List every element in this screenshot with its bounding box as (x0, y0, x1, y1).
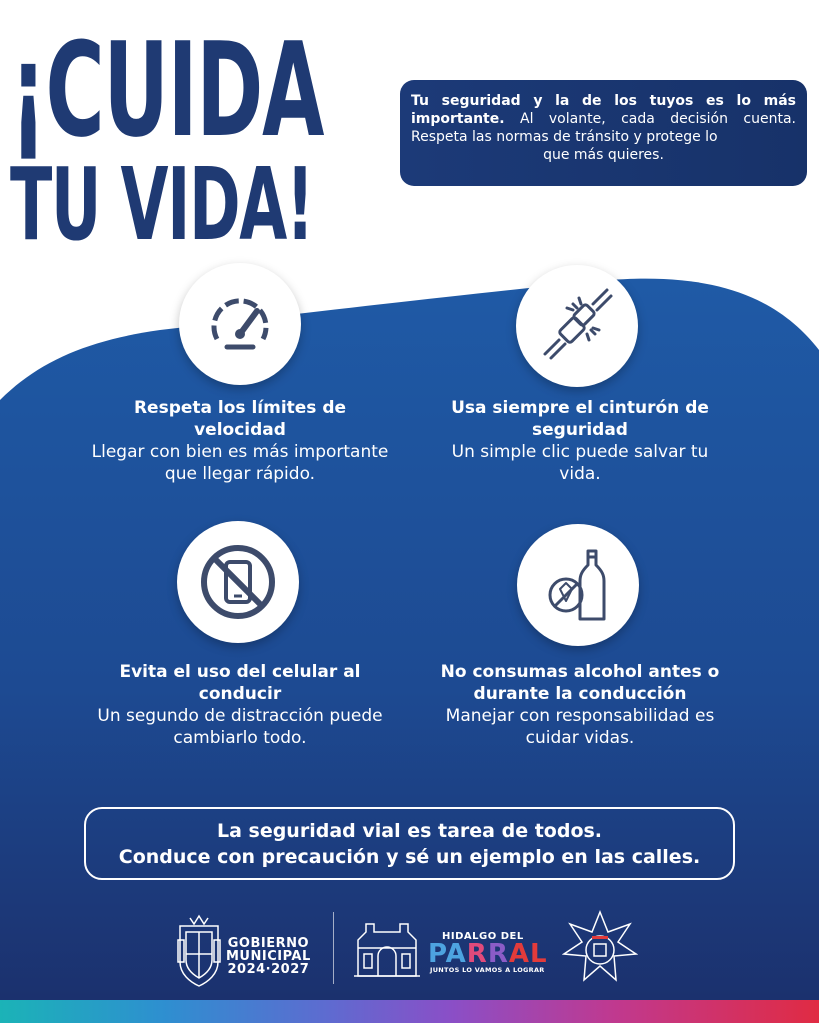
intro-last: que más quieres. (543, 147, 664, 163)
title-line-2: TU VIDA! (10, 146, 314, 263)
tip-alcohol-title: No consumas alcohol antes o durante la conducción (440, 662, 720, 704)
municipal-shield-logo (176, 912, 222, 988)
parral-top-text: HIDALGO DEL (442, 931, 524, 942)
tip-seatbelt-title: Usa siempre el cinturón de seguridad (451, 398, 709, 440)
tip-speed-body: Llegar con bien es más importante que llegar rápido. (91, 442, 389, 484)
parral-slogan: JUNTOS LO VAMOS A LOGRAR (430, 966, 545, 974)
tip-phone-body: Un segundo de distracción puede cambiarlo todo. (97, 706, 383, 748)
tip-phone-title: Evita el uso del celular al conducir (119, 662, 361, 704)
tip-alcohol (432, 661, 728, 749)
tip-phone (90, 661, 390, 749)
no-alcohol-circle (517, 524, 639, 646)
gobierno-line-2: MUNICIPAL (226, 949, 311, 964)
no-alcohol-icon (538, 545, 618, 625)
message-line-2: Conduce con precaución y sé un ejemplo en las calles. (118, 846, 701, 868)
no-phone-circle (177, 521, 299, 643)
intro-text: Al volante, cada decisión cuenta. Respeta las normas de tránsito y protege lo (411, 111, 796, 145)
title-line-1: ¡CUIDA (10, 14, 324, 166)
intro-bold: Tu seguridad y la de los tuyos es lo más importante. (411, 93, 796, 127)
tip-speed (90, 397, 390, 485)
seatbelt-circle (516, 265, 638, 387)
color-gradient-bar (0, 1000, 819, 1023)
tip-seatbelt-body: Un simple clic puede salvar tu vida. (451, 442, 709, 484)
seatbelt-icon (537, 286, 617, 366)
gobierno-municipal-text (226, 937, 311, 976)
gobierno-line-1: GOBIERNO (227, 936, 310, 951)
intro-box (400, 80, 807, 186)
parral-building-logo (352, 918, 422, 980)
no-phone-icon (196, 540, 280, 624)
gobierno-line-3: 2024·2027 (227, 962, 310, 977)
message-box (84, 807, 735, 880)
speedometer-circle (179, 263, 301, 385)
logo-divider (333, 912, 334, 984)
police-star-logo (562, 910, 638, 986)
tip-alcohol-body: Manejar con responsabilidad es cuidar vidas. (445, 706, 715, 748)
parral-logo-text: PARRAL (428, 939, 548, 969)
tip-seatbelt (432, 397, 728, 485)
message-line-1: La seguridad vial es tarea de todos. (216, 820, 603, 842)
logos-bar (0, 900, 819, 1000)
tip-speed-title: Respeta los límites de velocidad (133, 398, 347, 440)
speedometer-icon (205, 289, 275, 359)
